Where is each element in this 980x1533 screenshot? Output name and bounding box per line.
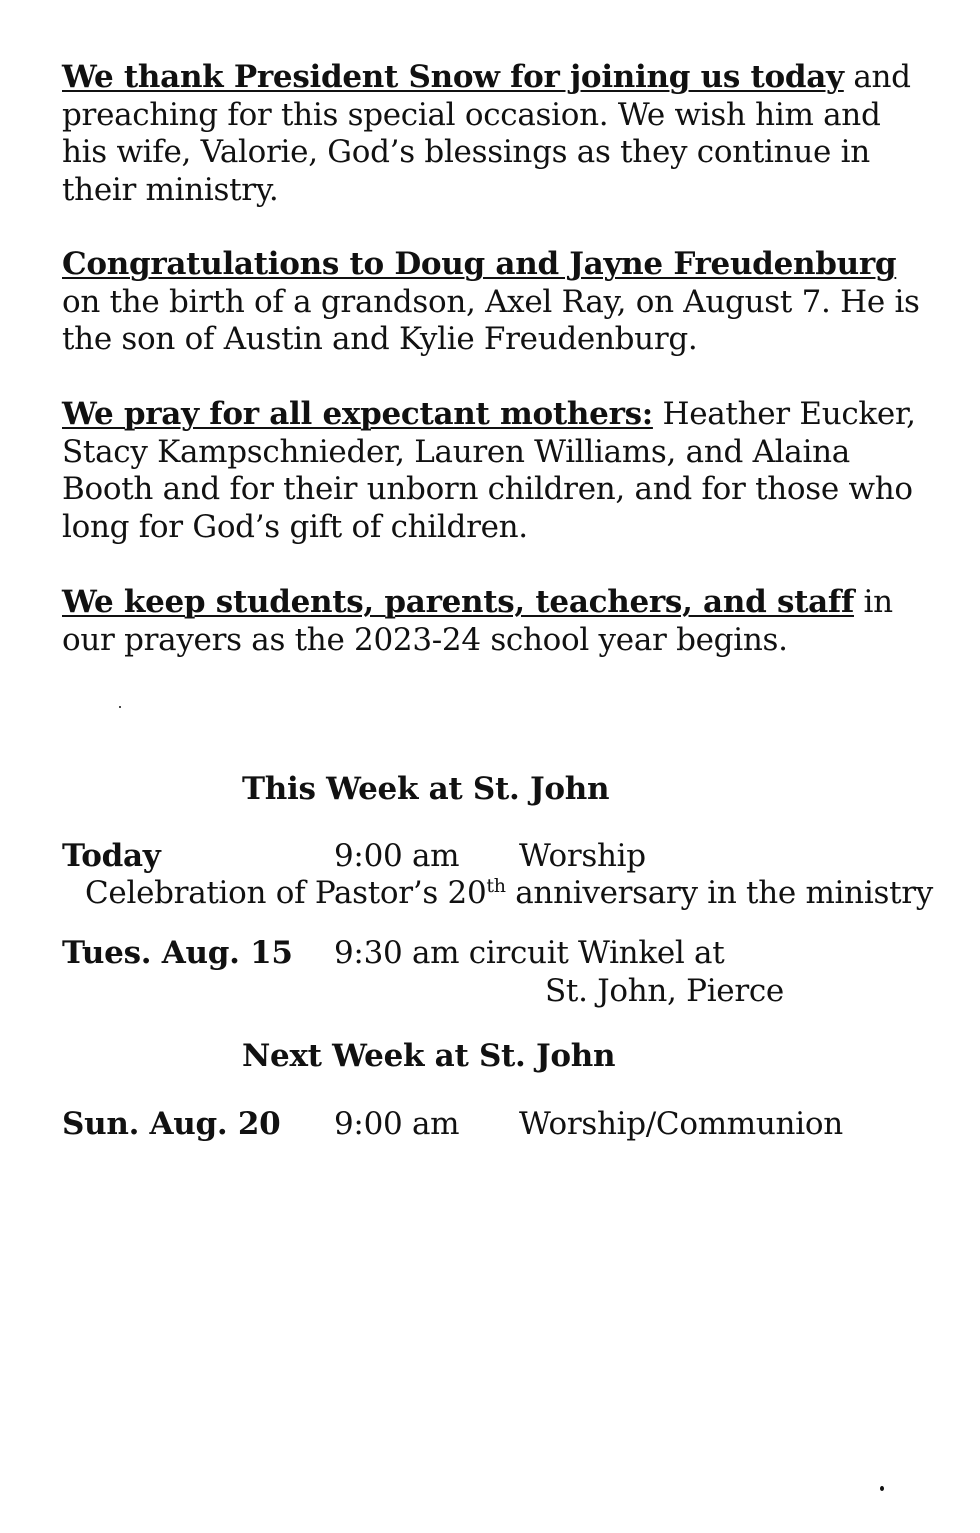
schedule-time-today: 9:00 am [334, 838, 460, 874]
announcement-lead: We pray for all expectant mothers: [62, 396, 653, 432]
schedule-location-tuesday: St. John, Pierce [545, 973, 784, 1009]
scan-speck [880, 1486, 884, 1491]
scan-speck [119, 706, 121, 708]
announcement-body: and preaching for this special occasion. We wish him and his wife, Valorie, God’s blessings as they continue in their ministry. [62, 59, 911, 208]
schedule-time-sunday: 9:00 am [334, 1106, 460, 1142]
next-week-heading: Next Week at St. John [242, 1038, 616, 1074]
schedule-note-today: Celebration of Pastor’s 20th anniversary in the ministry [85, 875, 933, 911]
schedule-event-tuesday: 9:30 am circuit Winkel at [334, 935, 725, 971]
announcement-body: in our prayers as the 2023-24 school year begins. [62, 584, 893, 658]
announcement-lead: Congratulations to Doug and Jayne Freudenburg [62, 246, 897, 282]
schedule-event-sunday: Worship/Communion [519, 1106, 843, 1142]
announcement-freudenburg-birth [62, 246, 922, 359]
announcement-body: on the birth of a grandson, Axel Ray, on August 7. He is the son of Austin and Kylie Freudenburg. [62, 283, 920, 357]
announcement-school-year [62, 584, 922, 659]
schedule-day-today: Today [62, 838, 161, 874]
announcement-expectant-mothers [62, 396, 922, 546]
schedule-day-sunday: Sun. Aug. 20 [62, 1106, 281, 1142]
schedule-day-tuesday: Tues. Aug. 15 [62, 935, 293, 971]
announcement-lead: We keep students, parents, teachers, and staff [62, 584, 854, 620]
this-week-heading: This Week at St. John [242, 771, 610, 807]
announcement-lead: We thank President Snow for joining us today [62, 59, 844, 95]
announcement-body: Heather Eucker, Stacy Kampschnieder, Lauren Williams, and Alaina Booth and for their unborn children, and for those who long for God’s gift of children. [62, 396, 916, 545]
announcement-president-snow [62, 59, 922, 209]
schedule-event-today: Worship [519, 838, 646, 874]
